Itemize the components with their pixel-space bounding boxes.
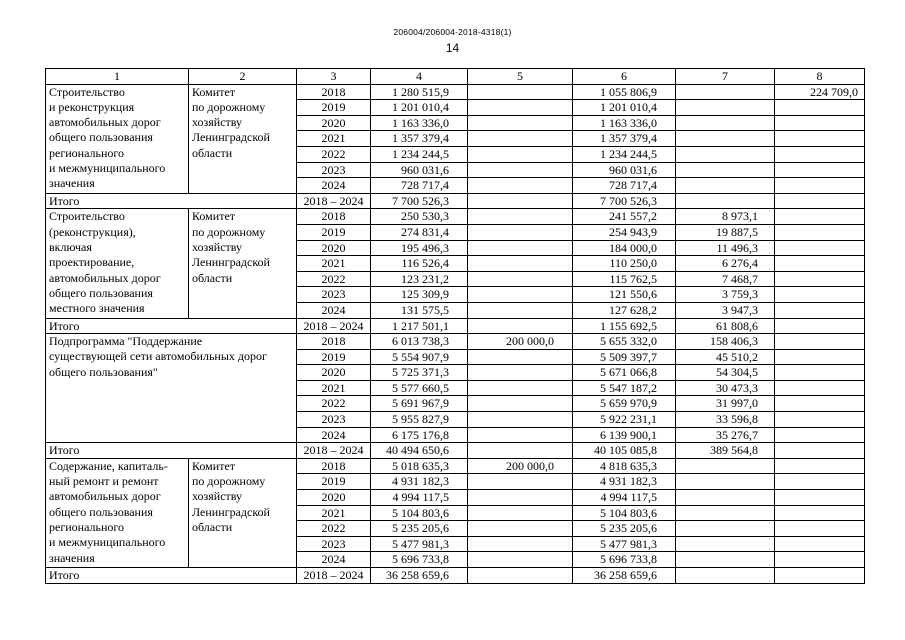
header-row [46, 69, 865, 85]
cell-line: хозяйству [192, 239, 243, 254]
table-row [46, 458, 865, 474]
cell-line: значения [49, 550, 95, 565]
total-amount-cell: 6 175 176,8 [371, 427, 468, 443]
other-sources-cell [775, 178, 865, 194]
local-budget-cell: 3 947,3 [676, 302, 775, 318]
regional-budget-cell: 121 550,6 [573, 287, 676, 303]
other-sources-cell [775, 334, 865, 350]
other-sources-cell [775, 302, 865, 318]
federal-budget-cell [468, 209, 573, 225]
year-cell: 2021 [297, 256, 371, 272]
federal-budget-cell [468, 349, 573, 365]
other-sources-cell [775, 552, 865, 568]
local-budget-cell [676, 100, 775, 116]
other-sources-cell [775, 224, 865, 240]
year-cell: 2020 [297, 240, 371, 256]
total-row [46, 568, 865, 584]
cell-line: по дорожному [192, 99, 266, 114]
total-amount-cell: 5 725 371,3 [371, 365, 468, 381]
other-sources-cell [775, 287, 865, 303]
total-label: Итого [46, 318, 297, 334]
year-cell: 2023 [297, 162, 371, 178]
total-amount-cell: 728 717,4 [371, 178, 468, 194]
regional-budget-cell: 254 943,9 [573, 224, 676, 240]
regional-budget-cell: 40 105 085,8 [573, 443, 676, 459]
column-number-header: 6 [573, 69, 676, 85]
year-cell: 2024 [297, 302, 371, 318]
local-budget-cell: 30 473,3 [676, 380, 775, 396]
other-sources-cell: 224 709,0 [775, 84, 865, 100]
other-sources-cell [775, 209, 865, 225]
cell-line: хозяйству [192, 115, 243, 130]
activity-name-cell [46, 458, 189, 567]
total-amount-cell: 5 955 827,9 [371, 412, 468, 428]
total-amount-cell: 5 577 660,5 [371, 380, 468, 396]
year-cell: 2024 [297, 178, 371, 194]
regional-budget-cell: 6 139 900,1 [573, 427, 676, 443]
other-sources-cell [775, 490, 865, 506]
executor-cell [189, 458, 297, 567]
activity-name-cell [46, 84, 189, 193]
regional-budget-cell: 1 055 806,9 [573, 84, 676, 100]
year-cell: 2020 [297, 115, 371, 131]
regional-budget-cell: 5 235 205,6 [573, 521, 676, 537]
year-cell: 2024 [297, 552, 371, 568]
regional-budget-cell: 1 155 692,5 [573, 318, 676, 334]
year-cell: 2020 [297, 365, 371, 381]
cell-line: области [192, 270, 233, 285]
year-cell: 2023 [297, 287, 371, 303]
local-budget-cell [676, 552, 775, 568]
regional-budget-cell: 36 258 659,6 [573, 568, 676, 584]
total-amount-cell: 1 357 379,4 [371, 131, 468, 147]
local-budget-cell: 19 887,5 [676, 224, 775, 240]
total-amount-cell: 116 526,4 [371, 256, 468, 272]
cell-line: по дорожному [192, 474, 266, 489]
regional-budget-cell: 4 818 635,3 [573, 458, 676, 474]
total-label: Итого [46, 568, 297, 584]
total-years-cell: 2018 – 2024 [297, 443, 371, 459]
local-budget-cell [676, 131, 775, 147]
local-budget-cell: 389 564,8 [676, 443, 775, 459]
regional-budget-cell: 184 000,0 [573, 240, 676, 256]
total-row [46, 193, 865, 209]
regional-budget-cell: 241 557,2 [573, 209, 676, 225]
regional-budget-cell: 5 104 803,6 [573, 505, 676, 521]
federal-budget-cell [468, 552, 573, 568]
total-amount-cell: 1 217 501,1 [371, 318, 468, 334]
regional-budget-cell: 110 250,0 [573, 256, 676, 272]
column-number-header: 8 [775, 69, 865, 85]
federal-budget-cell [468, 115, 573, 131]
regional-budget-cell: 728 717,4 [573, 178, 676, 194]
local-budget-cell [676, 178, 775, 194]
total-amount-cell: 960 031,6 [371, 162, 468, 178]
cell-line: ный ремонт и ремонт [49, 474, 159, 489]
column-number-header: 5 [468, 69, 573, 85]
federal-budget-cell [468, 84, 573, 100]
local-budget-cell [676, 505, 775, 521]
federal-budget-cell [468, 240, 573, 256]
total-amount-cell: 5 554 907,9 [371, 349, 468, 365]
local-budget-cell [676, 536, 775, 552]
column-number-header: 3 [297, 69, 371, 85]
cell-line: местного значения [49, 301, 145, 316]
total-amount-cell: 5 477 981,3 [371, 536, 468, 552]
federal-budget-cell [468, 178, 573, 194]
cell-line: включая [49, 239, 92, 254]
year-cell: 2022 [297, 146, 371, 162]
total-amount-cell: 40 494 650,6 [371, 443, 468, 459]
total-row [46, 318, 865, 334]
regional-budget-cell: 1 163 336,0 [573, 115, 676, 131]
cell-line: Подпрограмма "Поддержание [49, 334, 203, 349]
regional-budget-cell: 1 234 244,5 [573, 146, 676, 162]
year-cell: 2019 [297, 100, 371, 116]
table-row [46, 334, 865, 350]
budget-table [45, 68, 865, 584]
regional-budget-cell: 5 547 187,2 [573, 380, 676, 396]
local-budget-cell [676, 458, 775, 474]
cell-line: существующей сети автомобильных дорог [49, 349, 267, 364]
year-cell: 2021 [297, 131, 371, 147]
total-years-cell: 2018 – 2024 [297, 568, 371, 584]
other-sources-cell [775, 318, 865, 334]
cell-line: Ленинградской [192, 255, 270, 270]
cell-line: проектирование, [49, 255, 135, 270]
cell-line: Комитет [192, 458, 236, 473]
total-amount-cell: 5 691 967,9 [371, 396, 468, 412]
cell-line: Комитет [192, 84, 236, 99]
total-amount-cell: 125 309,9 [371, 287, 468, 303]
other-sources-cell [775, 427, 865, 443]
year-cell: 2021 [297, 380, 371, 396]
total-amount-cell: 36 258 659,6 [371, 568, 468, 584]
total-amount-cell: 5 696 733,8 [371, 552, 468, 568]
other-sources-cell [775, 100, 865, 116]
federal-budget-cell [468, 131, 573, 147]
local-budget-cell [676, 568, 775, 584]
year-cell: 2024 [297, 427, 371, 443]
cell-line: и межмуниципального [49, 161, 166, 176]
cell-line: Ленинградской [192, 504, 270, 519]
local-budget-cell [676, 146, 775, 162]
total-row [46, 443, 865, 459]
total-amount-cell: 4 931 182,3 [371, 474, 468, 490]
regional-budget-cell: 5 922 231,1 [573, 412, 676, 428]
other-sources-cell [775, 443, 865, 459]
local-budget-cell: 158 406,3 [676, 334, 775, 350]
federal-budget-cell [468, 412, 573, 428]
local-budget-cell: 11 496,3 [676, 240, 775, 256]
federal-budget-cell [468, 162, 573, 178]
other-sources-cell [775, 240, 865, 256]
local-budget-cell: 31 997,0 [676, 396, 775, 412]
regional-budget-cell: 7 700 526,3 [573, 193, 676, 209]
federal-budget-cell: 200 000,0 [468, 334, 573, 350]
year-cell: 2019 [297, 349, 371, 365]
local-budget-cell: 3 759,3 [676, 287, 775, 303]
federal-budget-cell [468, 100, 573, 116]
total-amount-cell: 123 231,2 [371, 271, 468, 287]
local-budget-cell: 6 276,4 [676, 256, 775, 272]
local-budget-cell [676, 115, 775, 131]
local-budget-cell: 7 468,7 [676, 271, 775, 287]
regional-budget-cell: 5 509 397,7 [573, 349, 676, 365]
other-sources-cell [775, 380, 865, 396]
cell-line: общего пользования [49, 130, 153, 145]
regional-budget-cell: 5 477 981,3 [573, 536, 676, 552]
total-amount-cell: 6 013 738,3 [371, 334, 468, 350]
year-cell: 2018 [297, 334, 371, 350]
table-row [46, 209, 865, 225]
cell-line: общего пользования [49, 504, 153, 519]
cell-line: автомобильных дорог [49, 489, 161, 504]
cell-line: области [192, 145, 233, 160]
total-amount-cell: 131 575,5 [371, 302, 468, 318]
year-cell: 2019 [297, 474, 371, 490]
federal-budget-cell [468, 490, 573, 506]
federal-budget-cell [468, 193, 573, 209]
cell-line: Содержание, капиталь- [49, 458, 168, 473]
total-amount-cell: 250 530,3 [371, 209, 468, 225]
cell-line: Строительство [49, 209, 125, 224]
other-sources-cell [775, 115, 865, 131]
local-budget-cell [676, 474, 775, 490]
regional-budget-cell: 5 659 970,9 [573, 396, 676, 412]
total-amount-cell: 4 994 117,5 [371, 490, 468, 506]
federal-budget-cell [468, 536, 573, 552]
regional-budget-cell: 4 994 117,5 [573, 490, 676, 506]
federal-budget-cell [468, 474, 573, 490]
year-cell: 2021 [297, 505, 371, 521]
executor-cell [189, 84, 297, 193]
local-budget-cell [676, 193, 775, 209]
federal-budget-cell [468, 521, 573, 537]
local-budget-cell: 54 304,5 [676, 365, 775, 381]
other-sources-cell [775, 505, 865, 521]
column-number-header: 1 [46, 69, 189, 85]
document-id: 206004/206004-2018-4318(1) [393, 27, 512, 37]
year-cell: 2023 [297, 536, 371, 552]
total-label: Итого [46, 193, 297, 209]
other-sources-cell [775, 162, 865, 178]
other-sources-cell [775, 521, 865, 537]
cell-line: по дорожному [192, 224, 266, 239]
federal-budget-cell [468, 505, 573, 521]
other-sources-cell [775, 365, 865, 381]
cell-line: хозяйству [192, 489, 243, 504]
other-sources-cell [775, 271, 865, 287]
cell-line: Ленинградской [192, 130, 270, 145]
year-cell: 2022 [297, 271, 371, 287]
federal-budget-cell [468, 380, 573, 396]
year-cell: 2020 [297, 490, 371, 506]
federal-budget-cell [468, 427, 573, 443]
cell-line: Комитет [192, 209, 236, 224]
cell-line: автомобильных дорог [49, 270, 161, 285]
column-number-header: 7 [676, 69, 775, 85]
column-number-header: 4 [371, 69, 468, 85]
local-budget-cell: 61 808,6 [676, 318, 775, 334]
federal-budget-cell [468, 271, 573, 287]
regional-budget-cell: 1 201 010,4 [573, 100, 676, 116]
federal-budget-cell [468, 318, 573, 334]
federal-budget-cell [468, 256, 573, 272]
local-budget-cell [676, 521, 775, 537]
federal-budget-cell [468, 443, 573, 459]
column-number-header: 2 [189, 69, 297, 85]
page-number: 14 [445, 41, 460, 55]
total-years-cell: 2018 – 2024 [297, 193, 371, 209]
year-cell: 2018 [297, 209, 371, 225]
local-budget-cell [676, 84, 775, 100]
cell-line: значения [49, 176, 95, 191]
total-amount-cell: 1 234 244,5 [371, 146, 468, 162]
regional-budget-cell: 5 671 066,8 [573, 365, 676, 381]
local-budget-cell [676, 162, 775, 178]
federal-budget-cell [468, 568, 573, 584]
year-cell: 2019 [297, 224, 371, 240]
other-sources-cell [775, 146, 865, 162]
regional-budget-cell: 127 628,2 [573, 302, 676, 318]
total-amount-cell: 7 700 526,3 [371, 193, 468, 209]
other-sources-cell [775, 349, 865, 365]
year-cell: 2022 [297, 396, 371, 412]
other-sources-cell [775, 193, 865, 209]
other-sources-cell [775, 131, 865, 147]
total-years-cell: 2018 – 2024 [297, 318, 371, 334]
other-sources-cell [775, 568, 865, 584]
total-amount-cell: 5 018 635,3 [371, 458, 468, 474]
total-amount-cell: 5 235 205,6 [371, 521, 468, 537]
total-amount-cell: 1 201 010,4 [371, 100, 468, 116]
year-cell: 2018 [297, 458, 371, 474]
total-amount-cell: 5 104 803,6 [371, 505, 468, 521]
year-cell: 2023 [297, 412, 371, 428]
other-sources-cell [775, 536, 865, 552]
total-label: Итого [46, 443, 297, 459]
cell-line: регионального [49, 520, 125, 535]
other-sources-cell [775, 412, 865, 428]
cell-line: регионального [49, 145, 125, 160]
regional-budget-cell: 4 931 182,3 [573, 474, 676, 490]
cell-line: (реконструкция), [49, 224, 136, 239]
year-cell: 2018 [297, 84, 371, 100]
other-sources-cell [775, 256, 865, 272]
executor-cell [189, 209, 297, 318]
cell-line: автомобильных дорог [49, 115, 161, 130]
regional-budget-cell: 1 357 379,4 [573, 131, 676, 147]
cell-line: и реконструкция [49, 99, 135, 114]
federal-budget-cell [468, 146, 573, 162]
regional-budget-cell: 960 031,6 [573, 162, 676, 178]
program-name-cell [46, 334, 297, 443]
total-amount-cell: 274 831,4 [371, 224, 468, 240]
federal-budget-cell [468, 365, 573, 381]
local-budget-cell: 35 276,7 [676, 427, 775, 443]
cell-line: общего пользования" [49, 364, 158, 379]
activity-name-cell [46, 209, 189, 318]
local-budget-cell: 33 596,8 [676, 412, 775, 428]
other-sources-cell [775, 474, 865, 490]
federal-budget-cell [468, 287, 573, 303]
local-budget-cell: 45 510,2 [676, 349, 775, 365]
cell-line: и межмуниципального [49, 535, 166, 550]
federal-budget-cell [468, 302, 573, 318]
regional-budget-cell: 115 762,5 [573, 271, 676, 287]
total-amount-cell: 195 496,3 [371, 240, 468, 256]
other-sources-cell [775, 458, 865, 474]
other-sources-cell [775, 396, 865, 412]
regional-budget-cell: 5 696 733,8 [573, 552, 676, 568]
total-amount-cell: 1 163 336,0 [371, 115, 468, 131]
federal-budget-cell: 200 000,0 [468, 458, 573, 474]
local-budget-cell: 8 973,1 [676, 209, 775, 225]
table-row [46, 84, 865, 100]
year-cell: 2022 [297, 521, 371, 537]
total-amount-cell: 1 280 515,9 [371, 84, 468, 100]
federal-budget-cell [468, 224, 573, 240]
local-budget-cell [676, 490, 775, 506]
cell-line: общего пользования [49, 285, 153, 300]
regional-budget-cell: 5 655 332,0 [573, 334, 676, 350]
cell-line: области [192, 520, 233, 535]
federal-budget-cell [468, 396, 573, 412]
cell-line: Строительство [49, 84, 125, 99]
